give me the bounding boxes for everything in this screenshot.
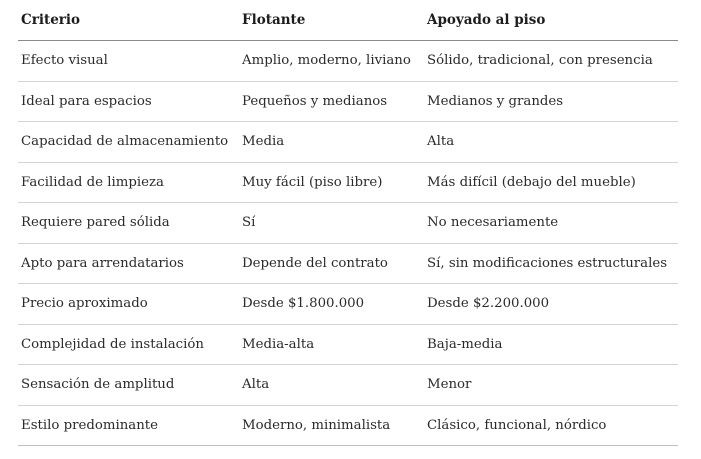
row-criterion: Ideal para espacios bbox=[18, 81, 239, 122]
row-criterion: Estilo predominante bbox=[18, 405, 239, 446]
row-criterion: Efecto visual bbox=[18, 41, 239, 82]
table-row bbox=[18, 41, 678, 82]
row-flotante-value: Muy fácil (piso libre) bbox=[239, 162, 424, 203]
table-header bbox=[18, 0, 678, 41]
row-criterion: Capacidad de almacenamiento bbox=[18, 122, 239, 163]
row-criterion: Sensación de amplitud bbox=[18, 365, 239, 406]
row-apoyado-value: Clásico, funcional, nórdico bbox=[424, 405, 678, 446]
table-row bbox=[18, 122, 678, 163]
table-row bbox=[18, 243, 678, 284]
table-row bbox=[18, 405, 678, 446]
header-criterio: Criterio bbox=[18, 0, 239, 41]
row-flotante-value: Desde $1.800.000 bbox=[239, 284, 424, 325]
row-flotante-value: Media-alta bbox=[239, 324, 424, 365]
row-apoyado-value: Alta bbox=[424, 122, 678, 163]
row-criterion: Requiere pared sólida bbox=[18, 203, 239, 244]
row-apoyado-value: Menor bbox=[424, 365, 678, 406]
row-criterion: Precio aproximado bbox=[18, 284, 239, 325]
table-row bbox=[18, 162, 678, 203]
row-flotante-value: Sí bbox=[239, 203, 424, 244]
row-flotante-value: Pequeños y medianos bbox=[239, 81, 424, 122]
row-flotante-value: Amplio, moderno, liviano bbox=[239, 41, 424, 82]
table-row bbox=[18, 365, 678, 406]
header-row bbox=[18, 0, 678, 41]
table-row bbox=[18, 284, 678, 325]
table-row bbox=[18, 81, 678, 122]
comparison-table bbox=[18, 0, 678, 446]
row-apoyado-value: Medianos y grandes bbox=[424, 81, 678, 122]
row-flotante-value: Moderno, minimalista bbox=[239, 405, 424, 446]
header-flotante: Flotante bbox=[239, 0, 424, 41]
row-criterion: Apto para arrendatarios bbox=[18, 243, 239, 284]
header-apoyado-al-piso: Apoyado al piso bbox=[424, 0, 678, 41]
row-flotante-value: Alta bbox=[239, 365, 424, 406]
row-apoyado-value: Sólido, tradicional, con presencia bbox=[424, 41, 678, 82]
row-apoyado-value: No necesariamente bbox=[424, 203, 678, 244]
row-flotante-value: Media bbox=[239, 122, 424, 163]
row-apoyado-value: Más difícil (debajo del mueble) bbox=[424, 162, 678, 203]
table-body bbox=[18, 41, 678, 446]
row-criterion: Complejidad de instalación bbox=[18, 324, 239, 365]
comparison-table-container bbox=[18, 0, 678, 446]
table-row bbox=[18, 324, 678, 365]
row-apoyado-value: Desde $2.200.000 bbox=[424, 284, 678, 325]
table-row bbox=[18, 203, 678, 244]
row-criterion: Facilidad de limpieza bbox=[18, 162, 239, 203]
row-flotante-value: Depende del contrato bbox=[239, 243, 424, 284]
row-apoyado-value: Baja-media bbox=[424, 324, 678, 365]
row-apoyado-value: Sí, sin modificaciones estructurales bbox=[424, 243, 678, 284]
